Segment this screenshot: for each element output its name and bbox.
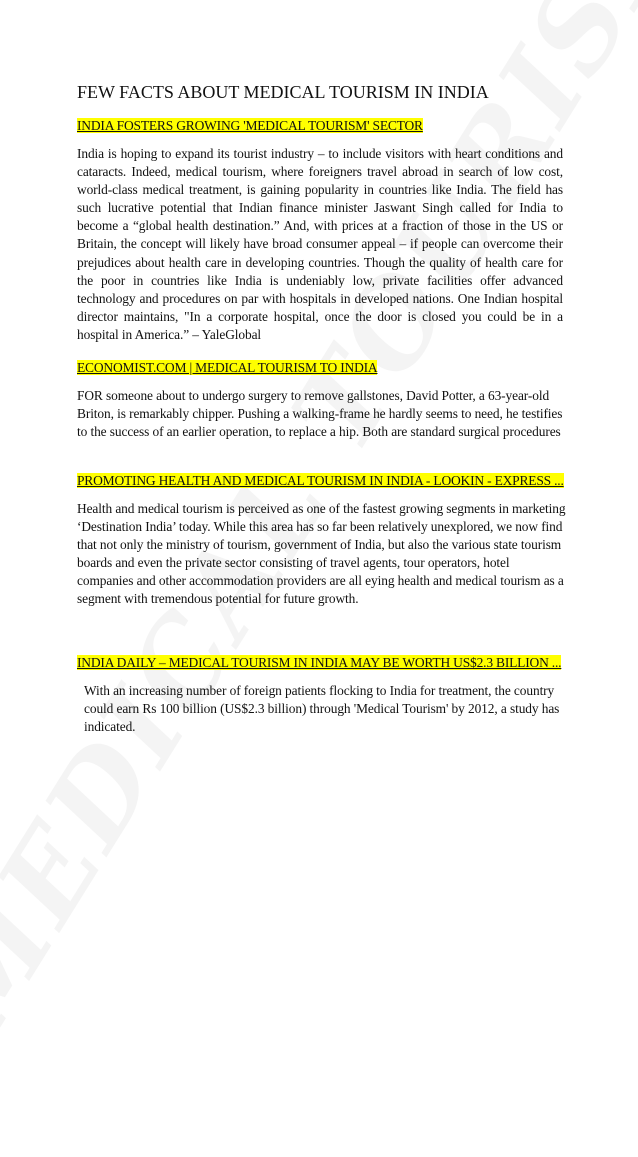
section-body-4: With an increasing number of foreign patients flocking to India for treatment, the country could earn Rs 100 billion (US$2.3 billion) through 'Medical Tourism' by 2012, a study has indicated. — [84, 683, 560, 735]
article-section-3 — [77, 472, 567, 609]
article-section-1 — [77, 117, 563, 344]
section-body-3: Health and medical tourism is perceived as one of the fastest growing segments in marketing ‘Destination India’ today. While this area has so far been relatively unexplored, we now find that not only the ministry of tourism, government of India, but also the various state tourism boards and even the private sector consisting of travel agents, tour operators, hotel companies and other accommodation providers are all eying health and medical tourism as a segment with tremendous potential for future growth. — [77, 501, 566, 607]
article-section-2 — [77, 359, 563, 441]
article-section-4 — [77, 654, 567, 736]
section-body-1: India is hoping to expand its tourist industry – to include visitors with heart conditions and cataracts. Indeed, medical tourism, where foreigners travel abroad in search of low cost, world-class medical treatment, is gaining popularity in countries like India. The field has such lucrative potential that Indian finance minister Jaswant Singh called for India to become a “global health destination.” And, with prices at a fraction of those in the US or Britain, the concept will likely have broad consumer appeal – if people can overcome their prejudices about health care in developing countries. Though the quality of health care for the poor in countries like India is undeniably low, private facilities offer advanced technology and procedures on par with hospitals in developed nations. One Indian hospital director maintains, "In a corporate hospital, once the door is closed you could be in a hospital in America.” – YaleGlobal — [77, 146, 563, 342]
section-body-2: FOR someone about to undergo surgery to remove gallstones, David Potter, a 63-year-old Briton, is remarkably chipper. Pushing a walking-frame he hardly seems to need, he testifies to the success of an earlier operation, to replace a hip. Both are standard surgical procedures — [77, 388, 563, 440]
section-heading-4[interactable]: INDIA DAILY – MEDICAL TOURISM IN INDIA MAY BE WORTH US$2.3 BILLION ... — [77, 655, 562, 670]
section-heading-2[interactable]: ECONOMIST.COM | MEDICAL TOURISM TO INDIA — [77, 360, 378, 375]
section-heading-1[interactable]: INDIA FOSTERS GROWING 'MEDICAL TOURISM' SECTOR — [77, 118, 423, 133]
section-heading-3[interactable]: PROMOTING HEALTH AND MEDICAL TOURISM IN INDIA - LOOKIN - EXPRESS ... — [77, 473, 564, 488]
page-title: FEW FACTS ABOUT MEDICAL TOURISM IN INDIA — [77, 82, 489, 102]
